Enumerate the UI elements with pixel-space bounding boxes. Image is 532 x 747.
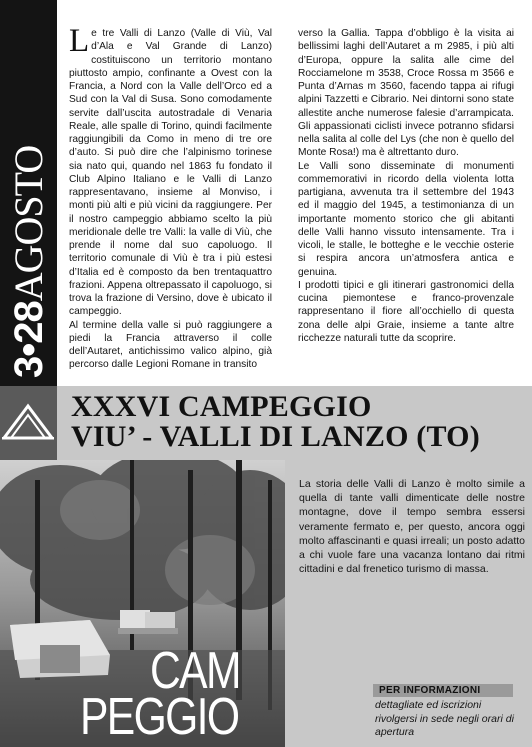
article-paragraph: Le Valli sono disseminate di monumenti commemorativi in ricordo della violenta lotta partigiana, avvenuta tra il settembre del 1943 ed il maggio del 1945, a testimonianza di un importante momento storico che gli abitanti delle Valli hanno vissuto intensamente. Tra i vicoli, le stalle, le botteghe e le vecchie osterie si respira ancora un’atmosfera antica e genuina. (298, 160, 514, 278)
logo-box (0, 386, 57, 460)
intro-text: La storia delle Valli di Lanzo è molto simile a quella di tante valli dimenticate delle nostre montagne, dove il tempo sembra essersi veramente fermato e, per questo, ancora oggi molto affascinanti e quasi irreali; un posto adatto a chi vuole fare una vacanza lontano dai ritmi cittadini e dal frenetico turismo di massa. (299, 478, 525, 576)
title-line-1: XXXVI CAMPEGGIO (71, 390, 372, 423)
info-heading: PER INFORMAZIONI (379, 685, 481, 696)
title-band (0, 386, 532, 460)
article-paragraph: I prodotti tipici e gli itinerari gastronomici della cucina piemontese e franco-provenzale rappresentano il fiore all’occhiello di questa zona delle alpi Graie, insieme a tante altre ricchezze naturali tutte da scoprire. (298, 279, 514, 344)
drop-cap: L (69, 27, 90, 59)
photo-word-peggio: PEGGIO (80, 688, 239, 746)
date-month: AGOSTO (6, 145, 51, 302)
article-column-2 (298, 27, 514, 385)
article-column-1 (69, 27, 272, 385)
page-title (71, 392, 480, 452)
title-line-2: VIU’ - VALLI DI LANZO (TO) (71, 420, 480, 453)
date-number: 3•28 (7, 301, 51, 378)
intro-panel (285, 460, 532, 747)
event-dates (6, 145, 52, 378)
article-paragraph: Al termine della valle si può raggiungere a piedi la Francia attraverso il colle dell’Autaret, antichissimo valico alpino, già percorso dalle Legioni Romane in transito (69, 319, 272, 371)
article-paragraph: verso la Gallia. Tappa d’obbligo è la visita ai bellissimi laghi dell’Autaret a m 2985, i più alti d’Europa, oppure la salita alle cime del Rocciamelone m 3538, Croce Rossa m 3566 e Punta d’Arnas m 3560, facendo tappa ai rifugi alpini Tazzetti e Cibrario. Nei dintorni sono state allestite anche numerose falesie d’arrampicata. Gli appassionati ciclisti invece potranno sfidarsi nella salita al colle del Lys (che non è quello del Monte Rosa!) ma è altrettanto duro. (298, 28, 514, 159)
photo-word-cam: CAM (150, 642, 240, 700)
article-paragraph (69, 27, 272, 319)
mountain-logo-icon (2, 400, 54, 444)
paragraph-text: e tre Valli di Lanzo (Valle di Viù, Val d’Ala e Val Grande di Lanzo) costituiscono un territorio montano piuttosto ampio, confinante a Ovest con la Francia, a Nord con la Valle dell’Orco ed a Sud con la Val di Susa. Sono comodamente servite dall’uscita autostradale di Venaria Reale, alle spalle di Torino, quindi facilmente raggiungibili da Como in meno di tre ore d’auto. Si può dire che l’alpinismo torinese sia nato qui, quando nel 1863 fu fondato il Club Alpino Italiano e le Valli di Lanzo rappresentavano, insieme al Monviso, i monti più alti e più vicini da raggiungere. Per il nostro campeggio abbiamo scelto la più meridionale delle tre Valli: la valle di Viù, che prende il nome dal suo capoluogo. Il territorio comunale di Viù è tra i più estesi d’Italia ed è composto da ben trentaquattro frazioni. Appena oltrepassato il capoluogo, si trova la frazione di Versino, dove è ubicato il campeggio. (69, 28, 272, 318)
info-text: dettagliate ed iscrizioni rivolgersi in sede negli orari di apertura (375, 699, 514, 738)
